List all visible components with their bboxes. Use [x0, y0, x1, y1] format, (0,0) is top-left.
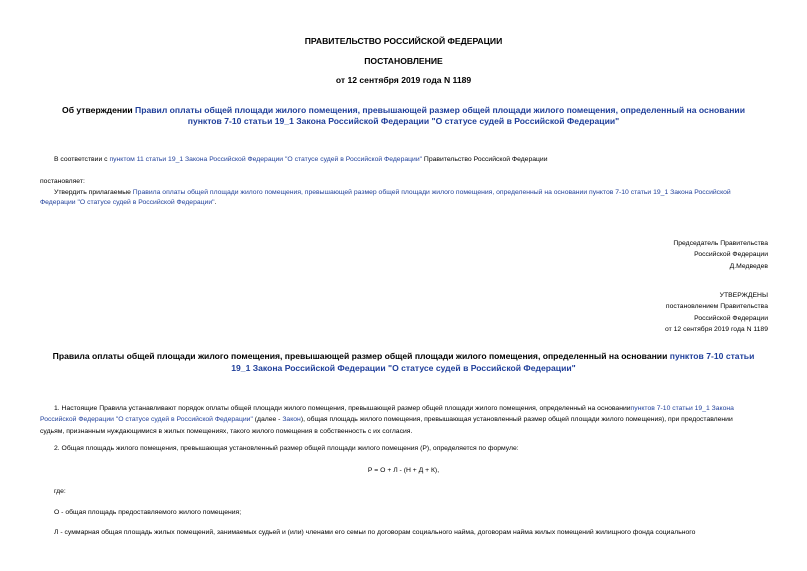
title-link[interactable]: Правил оплаты общей площади жилого помещения, превышающей размер общей площади жилого помещения, определенный на основании	[135, 105, 745, 115]
rules-title-link[interactable]: пунктов 7-10 статьи	[669, 351, 755, 361]
government-title: ПРАВИТЕЛЬСТВО РОССИЙСКОЙ ФЕДЕРАЦИИ	[304, 36, 503, 46]
approval-word: УТВЕРЖДЕНЫ	[719, 292, 768, 299]
approval-country: Российской Федерации	[694, 314, 768, 322]
signature-position: Председатель Правительства	[673, 240, 768, 247]
decree-line2	[40, 197, 216, 208]
section-1-rest: ), общая площадь жилого помещения, превышающая установленный размер общей площади жилого помещения), при предоставлении	[300, 416, 733, 424]
decree-suffix: .	[214, 199, 217, 206]
decree-word: постановляет:	[40, 178, 85, 185]
decree-rules-link-continued[interactable]: Федерации "О статусе судей в Российской Федерации"	[40, 199, 215, 206]
signature-country: Российской Федерации	[694, 251, 768, 259]
section-1-line1	[40, 403, 768, 414]
preamble-prefix: В соответствии с	[54, 156, 110, 163]
approval-date-number: от 12 сентября 2019 года N 1189	[665, 325, 768, 333]
rules-title-link-continued[interactable]: 19_1 Закона Российской Федерации "О статусе судей в Российской Федерации"	[231, 362, 576, 373]
decree-rules-link[interactable]: Правила оплаты общей площади жилого помещения, превышающей размер общей площади жилого помещения, определенный на основании пунктов 7-10 статьи 19_1 Закона Российской	[132, 189, 731, 196]
section-1-text: 1. Настоящие Правила устанавливают порядок оплаты общей площади жилого помещения, превышающей размер общей площади жилого помещения, определенный на основании	[54, 405, 631, 412]
definition-o: О - общая площадь предоставляемого жилого помещения;	[54, 509, 242, 516]
document-type: ПОСТАНОВЛЕНИЕ	[364, 56, 443, 66]
section-1-law-link-continued[interactable]: Российской Федерации "О статусе судей в Российской Федерации"	[40, 416, 253, 424]
section-1	[40, 403, 768, 437]
document-date-number: от 12 сентября 2019 года N 1189	[335, 75, 472, 85]
section-1-line2	[40, 414, 768, 425]
rules-title	[0, 351, 807, 374]
preamble	[54, 154, 774, 165]
title-link-continued[interactable]: пунктов 7-10 статьи 19_1 Закона Российской Федерации "О статусе судей в Российской Федерации"	[187, 116, 620, 126]
approval-block	[500, 290, 768, 335]
section-1-line3: судьям, признанным нуждающимися в жилых помещениях, такого жилого помещения в собственность с их согласия.	[40, 427, 413, 435]
section-1-mid: (далее -	[252, 416, 283, 424]
formula: Р = О + Л - (Н + Д + К),	[367, 467, 440, 474]
definition-l: Л - суммарная общая площадь жилых помещений, занимаемых судьей и (или) членами его семьи по договорам социального найма, договорам найма жилых помещений жилищного фонда социального	[54, 529, 696, 536]
preamble-suffix: Правительство Российской Федерации	[422, 156, 548, 163]
section-2: 2. Общая площадь жилого помещения, превышающая установленный размер общей площади жилого помещения (Р), определяется по формуле:	[54, 445, 519, 452]
rules-title-text: Правила оплаты общей площади жилого помещения, превышающей размер общей площади жилого помещения, определенный на основании	[52, 351, 670, 361]
where-label: где:	[54, 488, 66, 495]
approval-decree: постановлением Правительства	[665, 303, 768, 311]
preamble-law-link[interactable]: пунктом 11 статьи 19_1 Закона Российской Федерации "О статусе судей в Российской Федерации"	[109, 156, 423, 163]
signature-name: Д.Медведев	[729, 262, 768, 270]
title-prefix: Об утверждении	[62, 105, 136, 115]
document-title	[0, 105, 807, 127]
decree-prefix: Утвердить прилагаемые	[54, 189, 133, 196]
signature-block	[500, 238, 768, 272]
section-1-law-link[interactable]: пунктов 7-10 статьи 19_1 Закона	[630, 405, 734, 412]
section-1-law-short-link[interactable]: Закон	[282, 416, 301, 424]
